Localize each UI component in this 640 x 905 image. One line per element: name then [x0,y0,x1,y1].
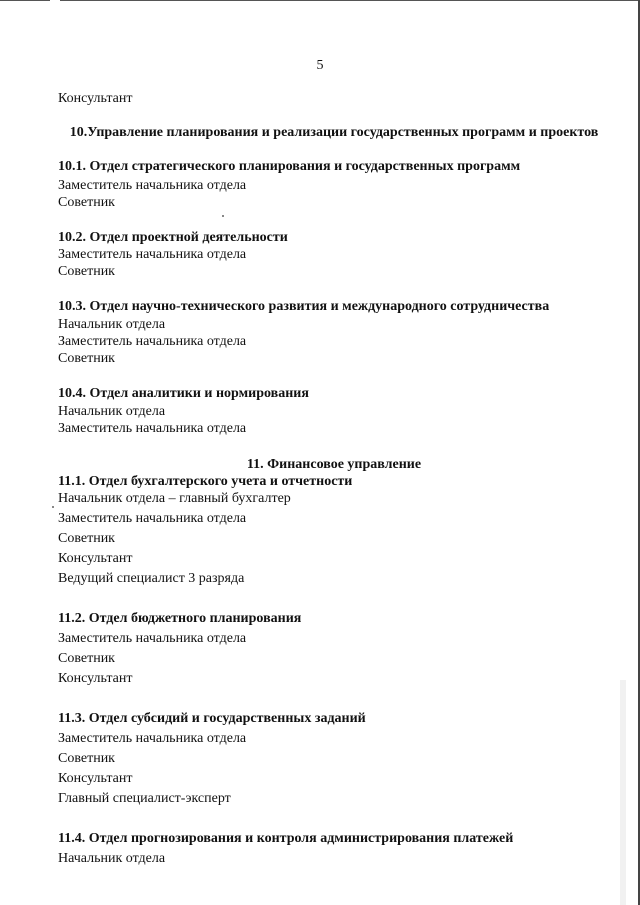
position-item: Главный специалист-эксперт [58,791,231,806]
page-number: 5 [316,58,324,73]
position-item: Заместитель начальника отдела [58,511,247,526]
scan-speck [52,506,54,508]
department-heading: 11.4. Отдел прогнозирования и контроля администрирования платежей [58,831,514,846]
position-item: Начальник отдела [58,404,166,419]
section-heading: 10.Управление планирования и реализации государственных программ и проектов [69,125,599,140]
position-item: Консультант [58,91,133,106]
position-item: Советник [58,264,115,279]
position-item: Начальник отдела – главный бухгалтер [58,491,291,506]
position-item: Заместитель начальника отдела [58,421,247,436]
department-heading: 10.3. Отдел научно-технического развития и международного сотрудничества [58,299,550,314]
position-item: Заместитель начальника отдела [58,631,247,646]
position-item: Советник [58,351,115,366]
position-item: Начальник отдела [58,317,166,332]
scan-speck [222,215,224,217]
position-item: Ведущий специалист 3 разряда [58,571,245,586]
position-item: Консультант [58,771,133,786]
position-item: Заместитель начальника отдела [58,247,247,262]
department-heading: 10.4. Отдел аналитики и нормирования [58,386,309,401]
position-item: Консультант [58,551,133,566]
position-item: Консультант [58,671,133,686]
position-item: Начальник отдела [58,851,166,866]
position-item: Заместитель начальника отдела [58,731,247,746]
department-heading: 11.2. Отдел бюджетного планирования [58,611,302,626]
position-item: Советник [58,195,115,210]
department-heading: 11.1. Отдел бухгалтерского учета и отчетности [58,474,353,489]
top-scan-border [0,0,640,1]
department-heading: 11.3. Отдел субсидий и государственных заданий [58,711,366,726]
position-item: Советник [58,531,115,546]
section-heading: 11. Финансовое управление [246,457,422,472]
department-heading: 10.2. Отдел проектной деятельности [58,230,288,245]
department-heading: 10.1. Отдел стратегического планирования и государственных программ [58,159,521,174]
position-item: Советник [58,751,115,766]
position-item: Советник [58,651,115,666]
position-item: Заместитель начальника отдела [58,334,247,349]
position-item: Заместитель начальника отдела [58,178,247,193]
scan-edge-shadow [620,680,626,905]
